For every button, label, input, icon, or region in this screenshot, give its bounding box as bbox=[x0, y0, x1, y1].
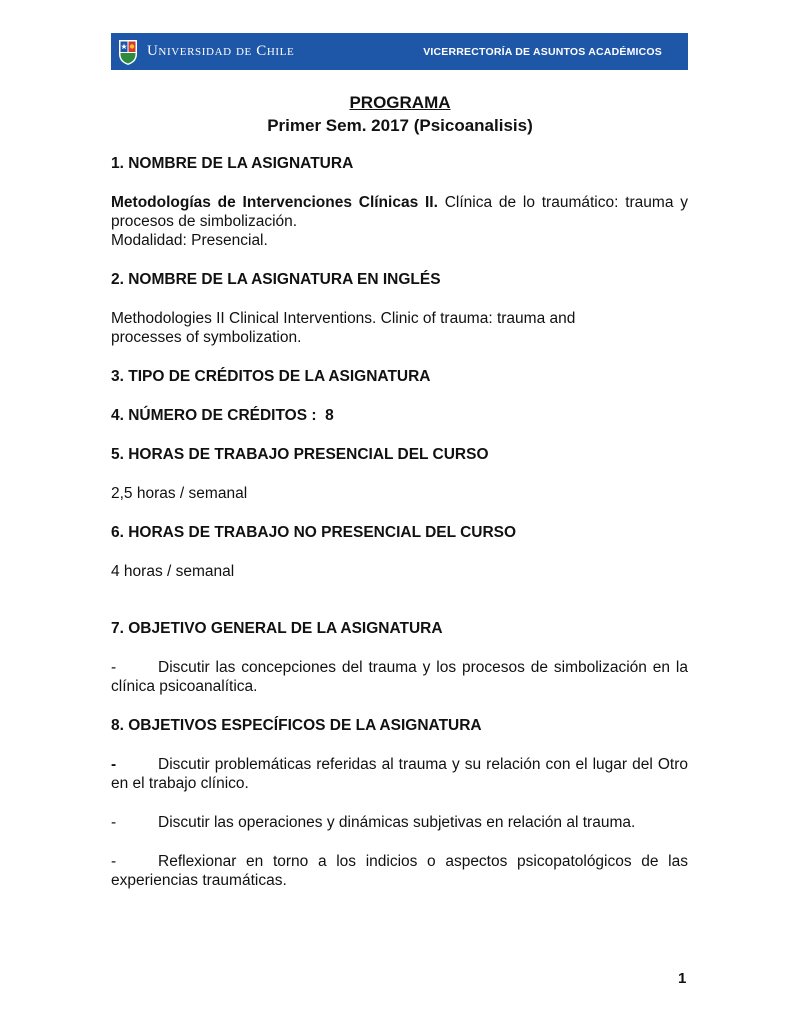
list-item-text: Discutir problemáticas referidas al trauma y su relación con el lugar del Otro en el trabajo clínico. bbox=[111, 756, 688, 792]
section-2-text: Methodologies II Clinical Interventions. Clinic of trauma: trauma and processes of symbolization. bbox=[111, 310, 576, 346]
list-bullet: - bbox=[111, 853, 117, 870]
list-item bbox=[111, 755, 688, 793]
program-title: PROGRAMA bbox=[349, 93, 451, 112]
course-name-rest: Clínica de lo traumático: trauma y procesos de simbolización. bbox=[111, 194, 688, 230]
program-subtitle: Primer Sem. 2017 (Psicoanalisis) bbox=[267, 116, 533, 135]
section-1-text bbox=[111, 193, 688, 231]
office-name: VICERRECTORÍA DE ASUNTOS ACADÉMICOS bbox=[423, 45, 662, 58]
section-4-heading: 4. NÚMERO DE CRÉDITOS : 8 bbox=[111, 407, 334, 424]
list-item bbox=[111, 813, 688, 832]
section-1-heading: 1. NOMBRE DE LA ASIGNATURA bbox=[111, 155, 354, 172]
section-5-heading: 5. HORAS DE TRABAJO PRESENCIAL DEL CURSO bbox=[111, 446, 489, 463]
modality-text: Modalidad: Presencial. bbox=[111, 232, 268, 249]
section-7-item bbox=[111, 658, 688, 696]
document-body bbox=[111, 154, 688, 890]
list-item bbox=[111, 852, 688, 890]
university-name: Universidad de Chile bbox=[147, 43, 295, 59]
list-bullet: - bbox=[111, 814, 117, 831]
list-item-text: Discutir las operaciones y dinámicas subjetivas en relación al trauma. bbox=[158, 814, 636, 831]
page-number: 1 bbox=[678, 970, 687, 987]
section-8-heading: 8. OBJETIVOS ESPECÍFICOS DE LA ASIGNATURA bbox=[111, 717, 482, 734]
list-bullet: - bbox=[111, 756, 117, 773]
university-seal-icon bbox=[117, 38, 139, 66]
section-6-text: 4 horas / semanal bbox=[111, 563, 235, 580]
section-3-heading: 3. TIPO DE CRÉDITOS DE LA ASIGNATURA bbox=[111, 368, 431, 385]
list-item-text: Reflexionar en torno a los indicios o aspectos psicopatológicos de las experiencias traumáticas. bbox=[111, 853, 688, 889]
header-banner bbox=[111, 33, 688, 70]
university-brand bbox=[117, 38, 294, 66]
section-2-heading: 2. NOMBRE DE LA ASIGNATURA EN INGLÉS bbox=[111, 271, 441, 288]
section-6-heading: 6. HORAS DE TRABAJO NO PRESENCIAL DEL CURSO bbox=[111, 524, 517, 541]
section-7-heading: 7. OBJETIVO GENERAL DE LA ASIGNATURA bbox=[111, 620, 443, 637]
section-5-text: 2,5 horas / semanal bbox=[111, 485, 248, 502]
course-name-bold: Metodologías de Intervenciones Clínicas II. bbox=[111, 194, 438, 211]
list-bullet: - bbox=[111, 659, 117, 676]
section-7-text: Discutir las concepciones del trauma y los procesos de simbolización en la clínica psicoanalítica. bbox=[111, 659, 688, 695]
